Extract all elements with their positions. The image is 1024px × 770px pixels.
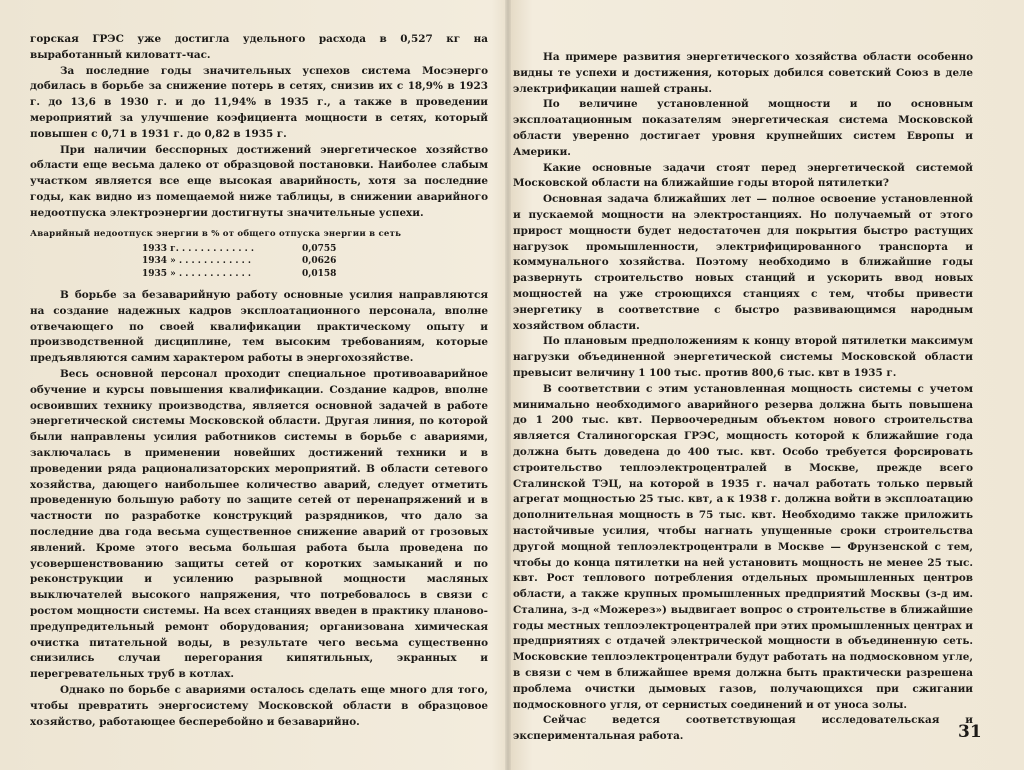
outage-table bbox=[142, 243, 336, 281]
left-paragraph-2: За последние годы значительных успехов система Мосэнерго добилась в борьбе за снижение потерь в сетях, снизив их с 18,9% в 1923 г. до 13,6 в 1930 г. и до 11,94% в 1935 г., а также в проведении мероприятий за улучшение коэфициента мощности в сетях, который повышен с 0,71 в 1931 г. до 0,82 в 1935 г. bbox=[30, 64, 488, 140]
right-paragraph-6: В соответствии с этим установленная мощность системы с учетом минимально необходимого аварийного резерва должна быть повышена до 1 200 тыс. квт. Первоочередным объектом нового строительства является Сталиногорская ГРЭС, мощность которой к ближайшие года должна быть доведена до 400 тыс. квт. Особо требуется форсировать строительство теплоэлектроцентралей в Москве, прежде всего Сталинской ТЭЦ, на которой в 1935 г. начал работать только первый агрегат мощностью 25 тыс. квт, а к 1938 г. должна войти в эксплоатацию дополнительная мощность в 75 тыс. квт. Необходимо также приложить настойчивые усилия, чтобы нагнать упущенные сроки строительства другой мощной теплоэлектроцентрали в Москве — Фрунзенской с тем, чтобы до конца пятилетки на ней установить мощность не менее 25 тыс. квт. Рост теплового потребления отдельных промышленных центров области, а также крупных промышленных предприятий Москвы (з-д им. Сталина, з-д «Можерез») выдвигает вопрос о строительстве в ближайшие годы местных теплоэлектроцентралей при этих промышленных центрах и предприятиях с отдачей электрической мощности в объединенную сеть. Московские теплоэлектроцентрали будут работать на подмосковном угле, в связи с чем в ближайшее время должна быть практически разрешена проблема очистки дымовых газов, получающихся при сжигании подмосковного угля, от сернистых соединений и от уноса золы. bbox=[513, 382, 973, 711]
table-value: 0,0755 bbox=[302, 243, 337, 254]
left-paragraph-6: Однако по борьбе с авариями осталось сделать еще много для того, чтобы превратить энергосистему Московской области в образцовое хозяйство, работающее бесперебойно и безаварийно. bbox=[30, 683, 488, 728]
table-value: 0,0626 bbox=[302, 256, 337, 267]
table-year: 1935 » . . . . . . . . . . . . bbox=[142, 268, 252, 279]
right-paragraph-3: Какие основные задачи стоят перед энергетической системой Московской области на ближайшие годы второй пятилетки? bbox=[513, 161, 973, 190]
left-paragraph-4: В борьбе за безаварийную работу основные усилия направляются на создание надежных кадров эксплоатационного персонала, вполне отвечающего по своей квалификации практическому опыту и производственной дисциплине, тем высоким требованиям, которые предъявляются самим характером работы в энергохозяйстве. bbox=[30, 289, 488, 365]
table-value: 0,0158 bbox=[302, 268, 337, 279]
right-paragraph-2: По величине установленной мощности и по основным эксплоатационным показателям энергетическая система Московской области уверенно достигает уровня крупнейших систем Европы и Америки. bbox=[513, 98, 973, 158]
table-year: 1934 » . . . . . . . . . . . . bbox=[142, 256, 252, 267]
table-year: 1933 г. . . . . . . . . . . . . bbox=[142, 243, 255, 254]
left-paragraph-3: При наличии бесспорных достижений энергетическое хозяйство области еще весьма далеко от образцовой постановки. Наиболее слабым участком является все еще высокая аварийность, хотя за последние годы, как видно из помещаемой ниже таблицы, в снижении аварийного недоотпуска электроэнергии достигнуты значительные успехи. bbox=[30, 143, 488, 219]
table-caption: Аварийный недоотпуск энергии в % от общего отпуска энергии в сеть bbox=[30, 228, 402, 239]
right-paragraph-1: На примере развития энергетического хозяйства области особенно видны те успехи и достижения, которых добился советский Союз в деле электрификации нашей страны. bbox=[513, 51, 973, 95]
table-row bbox=[142, 255, 336, 268]
page-number: 31 bbox=[958, 722, 982, 742]
right-paragraph-4: Основная задача ближайших лет — полное освоение установленной и пускаемой мощности на электростанциях. Но получаемый от этого прирост мощности будет недостаточен для покрытия быстро растущих нагрузок промышленности, электрифицированного транспорта и коммунального хозяйства. Поэтому необходимо в ближайшие годы развернуть строительство новых станций и ускорить ввод новых мощностей на уже строющихся станциях с тем, чтобы привести энергетику в соответствие с быстро развивающимся народным хозяйством области. bbox=[513, 193, 973, 332]
left-column bbox=[30, 32, 488, 730]
right-paragraph-5: По плановым предположениям к концу второй пятилетки максимум нагрузки объединенной энергетической системы Московской области превысит величину 1 100 тыс. против 800,6 тыс. квт в 1935 г. bbox=[513, 335, 973, 379]
table-row bbox=[142, 243, 336, 256]
right-paragraph-7: Сейчас ведется соответствующая исследовательская и экспериментальная работа. bbox=[513, 714, 973, 743]
right-column bbox=[513, 50, 973, 745]
book-gutter bbox=[505, 0, 511, 770]
left-paragraph-1: горская ГРЭС уже достигла удельного расхода в 0,527 кг на выработанный киловатт-час. bbox=[30, 33, 488, 61]
table-row bbox=[142, 268, 336, 281]
left-paragraph-5: Весь основной персонал проходит специальное противоаварийное обучение и курсы повышения квалификации. Создание кадров, вполне освоивших технику производства, является основной задачей в работе энергетической системы Московской области. Другая линия, по которой были направлены усилия работников системы в борьбе с авариями, заключалась в применении новейших достижений техники и в проведении ряда рационализаторских мероприятий. В области сетевого хозяйства, дающего наибольшее количество аварий, следует отметить проведенную большую работу по защите сетей от перенапряжений и в частности по разработке конструкций разрядников, что дало за последние два года весьма существенное снижение аварий от грозовых явлений. Кроме этого весьма большая работа была проведена по усовершенствованию защиты сетей от коротких замыканий и по реконструкции и усилению разрывной мощности масляных выключателей высокого напряжения, что потребовалось в связи с ростом мощности системы. На всех станциях введен в практику планово-предупредительный ремонт оборудования; организована химическая очистка питательной воды, в результате чего весьма существенно снизились случаи перегорания кипятильных, экранных и перегревательных труб в котлах. bbox=[30, 368, 488, 681]
